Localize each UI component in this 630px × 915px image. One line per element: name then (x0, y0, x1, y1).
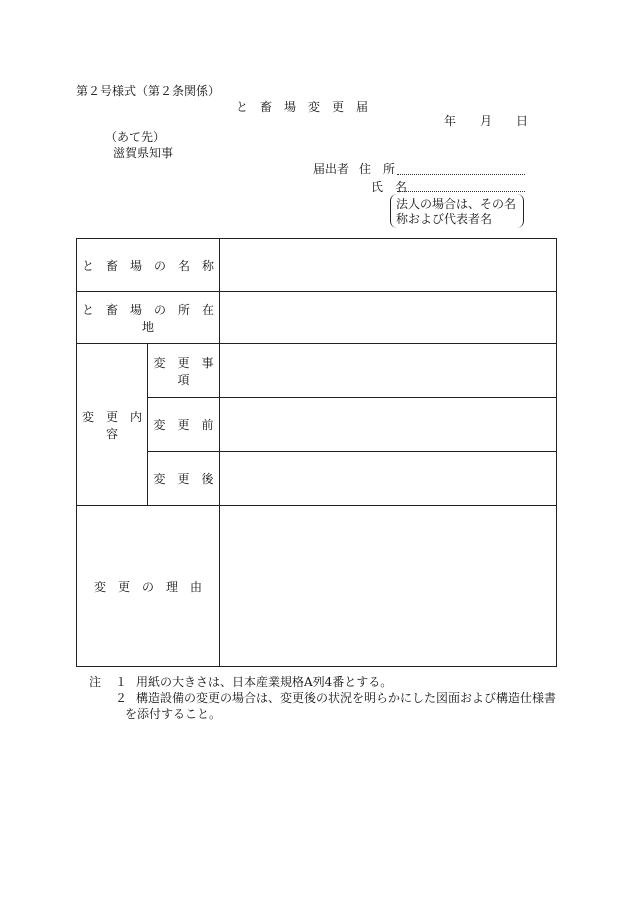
document-title: と 畜 場 変 更 届 (236, 100, 369, 114)
corporate-note-line1: 法人の場合は、その名 (396, 197, 517, 211)
facility-name-field[interactable] (220, 239, 557, 292)
after-field[interactable] (220, 452, 557, 506)
address-label: 住 所 (359, 162, 396, 176)
submitter-label: 届出者 (313, 162, 350, 176)
date-field: 年 月 日 (444, 114, 529, 128)
table-row (77, 452, 557, 506)
facility-location-field[interactable] (220, 292, 557, 344)
note-1-text: 用紙の大きさは、日本産業規格A列4番とする。 (136, 675, 393, 689)
addressee-name: 滋賀県知事 (113, 146, 174, 160)
facility-location-label: と 畜 場 の 所 在 地 (77, 292, 220, 344)
change-item-field[interactable] (220, 344, 557, 398)
corporate-note-line2: 称および代表者名 (396, 212, 493, 226)
before-field[interactable] (220, 398, 557, 452)
form-number: 第２号様式（第２条関係） (76, 84, 221, 98)
table-row (77, 344, 557, 398)
note-1-number: １ (115, 675, 128, 689)
table-row (77, 398, 557, 452)
name-line[interactable] (397, 191, 525, 192)
note-2-number: ２ (115, 691, 128, 705)
change-form-table (76, 238, 557, 667)
table-row (77, 239, 557, 292)
change-item-label: 変 更 事 項 (148, 344, 220, 398)
name-label: 氏 名 (371, 180, 408, 194)
notes-label: 注 (89, 675, 102, 689)
change-content-label: 変 更 内 容 (77, 344, 148, 506)
note-2-text-line1: 構造設備の変更の場合は、変更後の状況を明らかにした図面および構造仕様書 (136, 691, 557, 705)
after-label: 変 更 後 (148, 452, 220, 506)
reason-field[interactable] (220, 506, 557, 667)
reason-label: 変 更 の 理 由 (77, 506, 220, 667)
note-2-text-line2: を添付すること。 (125, 707, 222, 721)
addressee-prefix: （あて先） (105, 130, 166, 144)
before-label: 変 更 前 (148, 398, 220, 452)
table-row (77, 292, 557, 344)
address-line[interactable] (397, 174, 525, 175)
table-row (77, 506, 557, 667)
facility-name-label: と 畜 場 の 名 称 (77, 239, 220, 292)
